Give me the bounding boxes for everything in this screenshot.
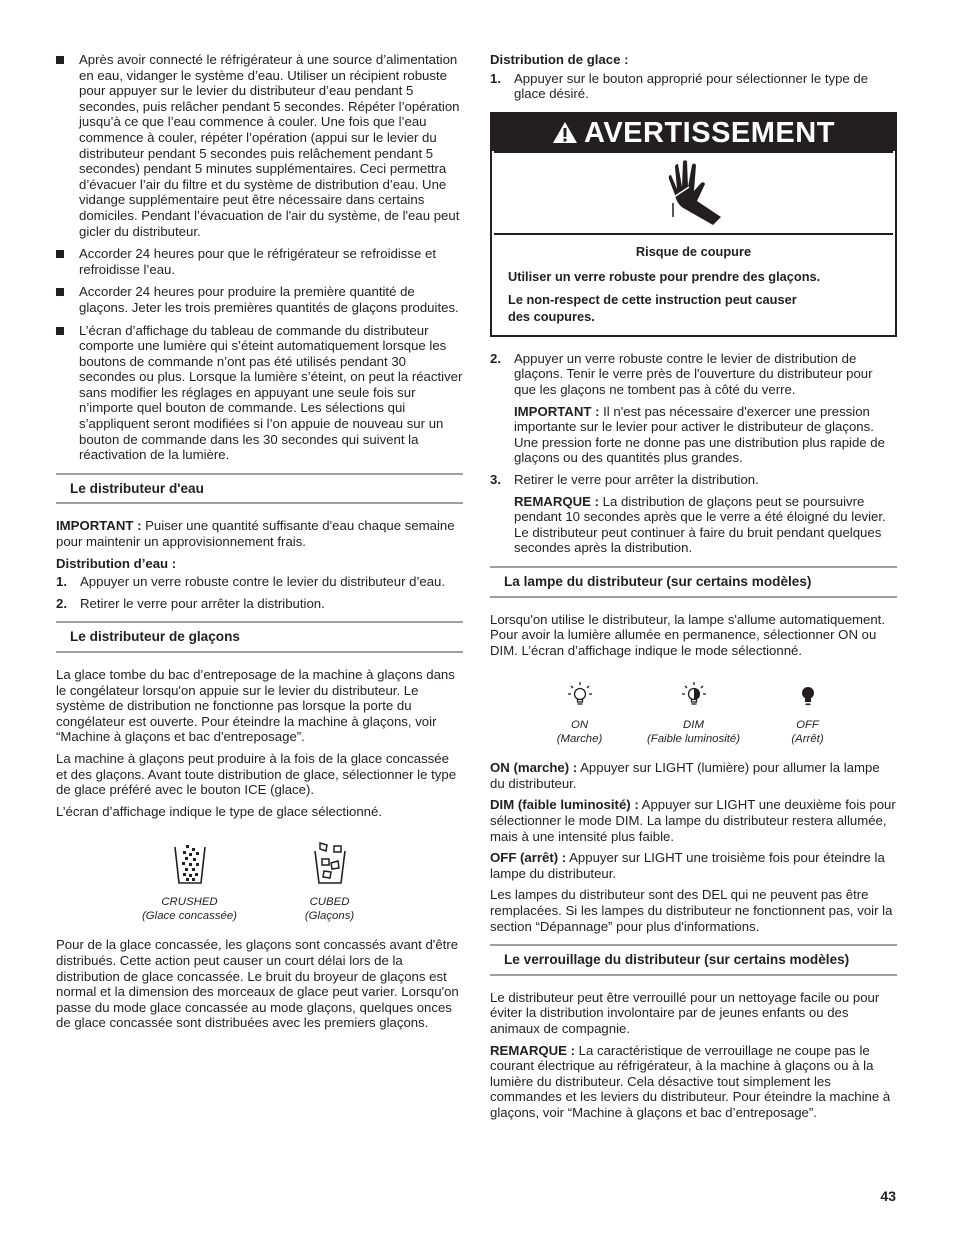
step-text: Retirer le verre pour arrêter la distribution. <box>514 471 759 487</box>
bullet-text: Accorder 24 heures pour que le réfrigérateur se refroidisse et refroidisse l’eau. <box>79 246 436 277</box>
ice-paragraph: La glace tombe du bac d’entreposage de la machine à glaçons dans le congélateur lorsqu'on appuie sur le levier du distributeur. Le système de distribution ne fonctionne pas lorsque la porte du congélateur est ouverte. Pour éteindre la machine à glaçons, voir “Machine à glaçons et bac d'entreposage”. <box>56 667 455 745</box>
light-on-icon <box>565 680 595 710</box>
bullet-square-icon <box>56 250 64 258</box>
ice-dispense-subheading: Distribution de glace : <box>490 52 629 67</box>
note-label: REMARQUE : <box>514 493 599 509</box>
bullet-item <box>56 323 463 463</box>
section-heading-lamp: La lampe du distributeur (sur certains modèles) <box>490 566 897 598</box>
bullet-text: L’écran d’affichage du tableau de commande du distributeur comporte une lumière qui s’éteint automatiquement lorsque les boutons de commande n’ont pas été utilisés pendant 30 secondes ou plus. Lorsque la lumière s’éteint, on peut la réactiver sans modifier les réglages en appuyant une seule fois sur n’importe quel bouton de commande. Les sélections qui s’appliquent seront modifiées si l’on appuie de nouveau sur un bouton de commande dans les 30 secondes qui suivent la réactivation de la lumière. <box>79 322 463 463</box>
lock-note <box>490 1043 897 1121</box>
lamp-on-desc <box>490 760 897 791</box>
light-mode-sublabel: (Faible luminosité) <box>646 733 741 746</box>
step-number: 2. <box>56 595 67 611</box>
warning-box <box>490 112 897 337</box>
lamp-led-paragraph: Les lampes du distributeur sont des DEL qui ne peuvent pas être remplacées. Si les lampes du distributeur ne fonctionnent pas, voir la section “Dépannage” pour plus d'informations. <box>490 887 893 934</box>
ice-type-sublabel: (Glace concassée) <box>142 910 237 923</box>
light-off-icon <box>793 680 823 710</box>
bullet-item <box>56 52 463 239</box>
step-number: 1. <box>56 574 67 590</box>
section-heading-lock: Le verrouillage du distributeur (sur certains modèles) <box>490 944 897 976</box>
ice-type-label: CUBED <box>309 896 350 909</box>
lamp-paragraph: Lorsqu'on utilise le distributeur, la lampe s'allume automatiquement. Pour avoir la lumière allumée en permanence, sélectionner ON ou DIM. L’écran d’affichage indique le mode sélectionné. <box>490 611 886 658</box>
water-step <box>56 596 463 612</box>
note-label: REMARQUE : <box>490 1042 575 1058</box>
left-column <box>56 52 463 1037</box>
water-step <box>56 574 463 590</box>
step-text: Appuyer un verre robuste contre le levier de distribution de glaçons. Tenir le verre près de l'ouverture du distributeur pour que les glaçons ne tombent pas à côté du verre. <box>514 350 873 397</box>
ice-type-crushed <box>135 841 245 923</box>
note-text: Il n'est pas nécessaire d'exercer une pression importante sur le levier pour activer le distributeur de glaçons. Une pression forte ne donne pas une distribution plus rapide de glaçons ou des quantités plus grandes. <box>514 403 885 466</box>
page-number: 43 <box>880 1188 896 1204</box>
light-mode-off <box>756 680 860 746</box>
step-text: Retirer le verre pour arrêter la distribution. <box>80 595 325 611</box>
lamp-on-text: Appuyer sur LIGHT (lumière) pour allumer la lampe du distributeur. <box>490 760 880 791</box>
warning-risk: Risque de coupure <box>635 243 752 259</box>
warning-pictogram <box>494 151 893 235</box>
light-dim-icon <box>679 680 709 710</box>
right-column <box>490 52 897 1127</box>
warning-consequence: Le non-respect de cette instruction peut causer des coupures. <box>508 291 797 324</box>
lamp-dim-label: DIM (faible luminosité) : <box>490 797 639 813</box>
light-mode-icons <box>490 680 897 746</box>
step-text: Appuyer un verre robuste contre le levier du distributeur d’eau. <box>80 574 446 590</box>
cubed-ice-glass-icon <box>312 841 348 887</box>
step-note <box>514 404 897 466</box>
ice-type-icons <box>56 841 463 923</box>
light-mode-label: OFF <box>796 719 819 732</box>
lamp-off-label: OFF (arrêt) : <box>490 850 567 866</box>
bullet-text: Après avoir connecté le réfrigérateur à une source d’alimentation en eau, vidanger le système d’eau. Utiliser un récipient robuste pour appuyer sur le levier du distributeur d’eau pendant 5 secondes, puis relâcher pendant 5 secondes. Répéter l’opération jusqu’à ce que l’eau commence à couler. Une fois que l’eau commence à couler, répéter l’opération (appui sur le levier du distributeur pendant 5 secondes puis relâchement pendant 5 secondes) pendant 5 minutes supplémentaires. Ceci permettra d’évacuer l’air du filtre et du système de distribution d’eau. Une vidange supplémentaire peut être nécessaire dans certains domiciles. Pendant l’évacuation de l'air du système, de l'eau peut gicler du distributeur. <box>79 52 460 239</box>
warning-header <box>492 114 895 151</box>
bullet-square-icon <box>56 327 64 335</box>
step-number: 1. <box>490 70 501 86</box>
section-heading-water: Le distributeur d'eau <box>56 473 463 505</box>
bullet-text: Accorder 24 heures pour produire la première quantité de glaçons. Jeter les trois premières quantités de glaçons produites. <box>79 284 459 315</box>
ice-step <box>490 472 897 556</box>
section-heading-ice: Le distributeur de glaçons <box>56 621 463 653</box>
lock-paragraph: Le distributeur peut être verrouillé pour un nettoyage facile ou pour éviter la distribution involontaire par de jeunes enfants ou des animaux de compagnie. <box>490 989 880 1036</box>
lamp-off-desc <box>490 850 897 881</box>
light-mode-label: ON <box>570 719 589 732</box>
warning-triangle-icon <box>552 121 578 144</box>
warning-body <box>492 235 895 335</box>
ice-paragraph: Pour de la glace concassée, les glaçons sont concassés avant d'être distribués. Cette action peut causer un court délai lors de la distribution de glace concassée. Le bruit du broyeur de glaçons est normal et la dimension des morceaux de glace peut varier. Lorsqu'on passe du mode glace concassée au mode glaçons, quelques onces de glace concassée sont distribuées avec les premiers glaçons. <box>56 937 459 1031</box>
bullet-item <box>56 246 463 277</box>
bullet-square-icon <box>56 56 64 64</box>
step-number: 3. <box>490 471 501 487</box>
ice-paragraph: La machine à glaçons peut produire à la fois de la glace concassée et des glaçons. Avant toute distribution de glace, sélectionner le type de glace préféré avec le bouton ICE (glace). <box>56 750 457 798</box>
important-label: IMPORTANT : <box>56 518 142 534</box>
ice-type-cubed <box>275 841 385 923</box>
lamp-dim-desc <box>490 797 897 844</box>
important-text: Puiser une quantité suffisante d'eau chaque semaine pour maintenir un approvisionnement frais. <box>56 518 455 550</box>
step-number: 2. <box>490 350 501 366</box>
lamp-on-label: ON (marche) : <box>490 760 578 776</box>
light-mode-dim <box>642 680 746 746</box>
bullet-item <box>56 284 463 315</box>
step-text: Appuyer sur le bouton approprié pour sélectionner le type de glace désiré. <box>514 70 869 102</box>
warning-instruction: Utiliser un verre robuste pour prendre des glaçons. <box>508 268 821 284</box>
lamp-off-text: Appuyer sur LIGHT une troisième fois pour éteindre la lampe du distributeur. <box>490 850 885 881</box>
crushed-ice-glass-icon <box>172 841 208 887</box>
light-mode-label: DIM <box>683 719 704 732</box>
ice-step <box>490 351 897 466</box>
step-note <box>514 494 897 556</box>
note-text: La caractéristique de verrouillage ne coupe pas le courant électrique au réfrigérateur, à la machine à glaçons ou à la lumière du distributeur. Cela désactive tout simplement les commandes et les leviers du distributeur. Pour éteindre la machine à glaçons, voir “Machine à glaçons et bac d’entreposage”. <box>490 1042 891 1120</box>
light-mode-sublabel: (Arrêt) <box>791 733 824 746</box>
note-text: La distribution de glaçons peut se poursuivre pendant 10 secondes après que le verre a été éloigné du levier. Le distributeur peut continuer à faire du bruit pendant quelques secondes après la distribution. <box>514 493 886 556</box>
ice-type-sublabel: (Glaçons) <box>304 910 355 923</box>
light-mode-on <box>528 680 632 746</box>
lamp-dim-text: Appuyer sur LIGHT une deuxième fois pour sélectionner le mode DIM. La lampe du distributeur restera allumée, mais à une intensité plus faible. <box>490 797 896 844</box>
note-label: IMPORTANT : <box>514 403 600 419</box>
warning-title: AVERTISSEMENT <box>584 116 835 149</box>
bullet-square-icon <box>56 288 64 296</box>
ice-step <box>490 71 897 102</box>
water-subheading: Distribution d’eau : <box>56 555 177 571</box>
water-important <box>56 518 463 549</box>
ice-paragraph: L’écran d’affichage indique le type de glace sélectionné. <box>56 803 383 819</box>
cut-hand-hazard-icon <box>663 159 725 227</box>
ice-type-label: CRUSHED <box>161 896 218 909</box>
light-mode-sublabel: (Marche) <box>556 733 603 746</box>
